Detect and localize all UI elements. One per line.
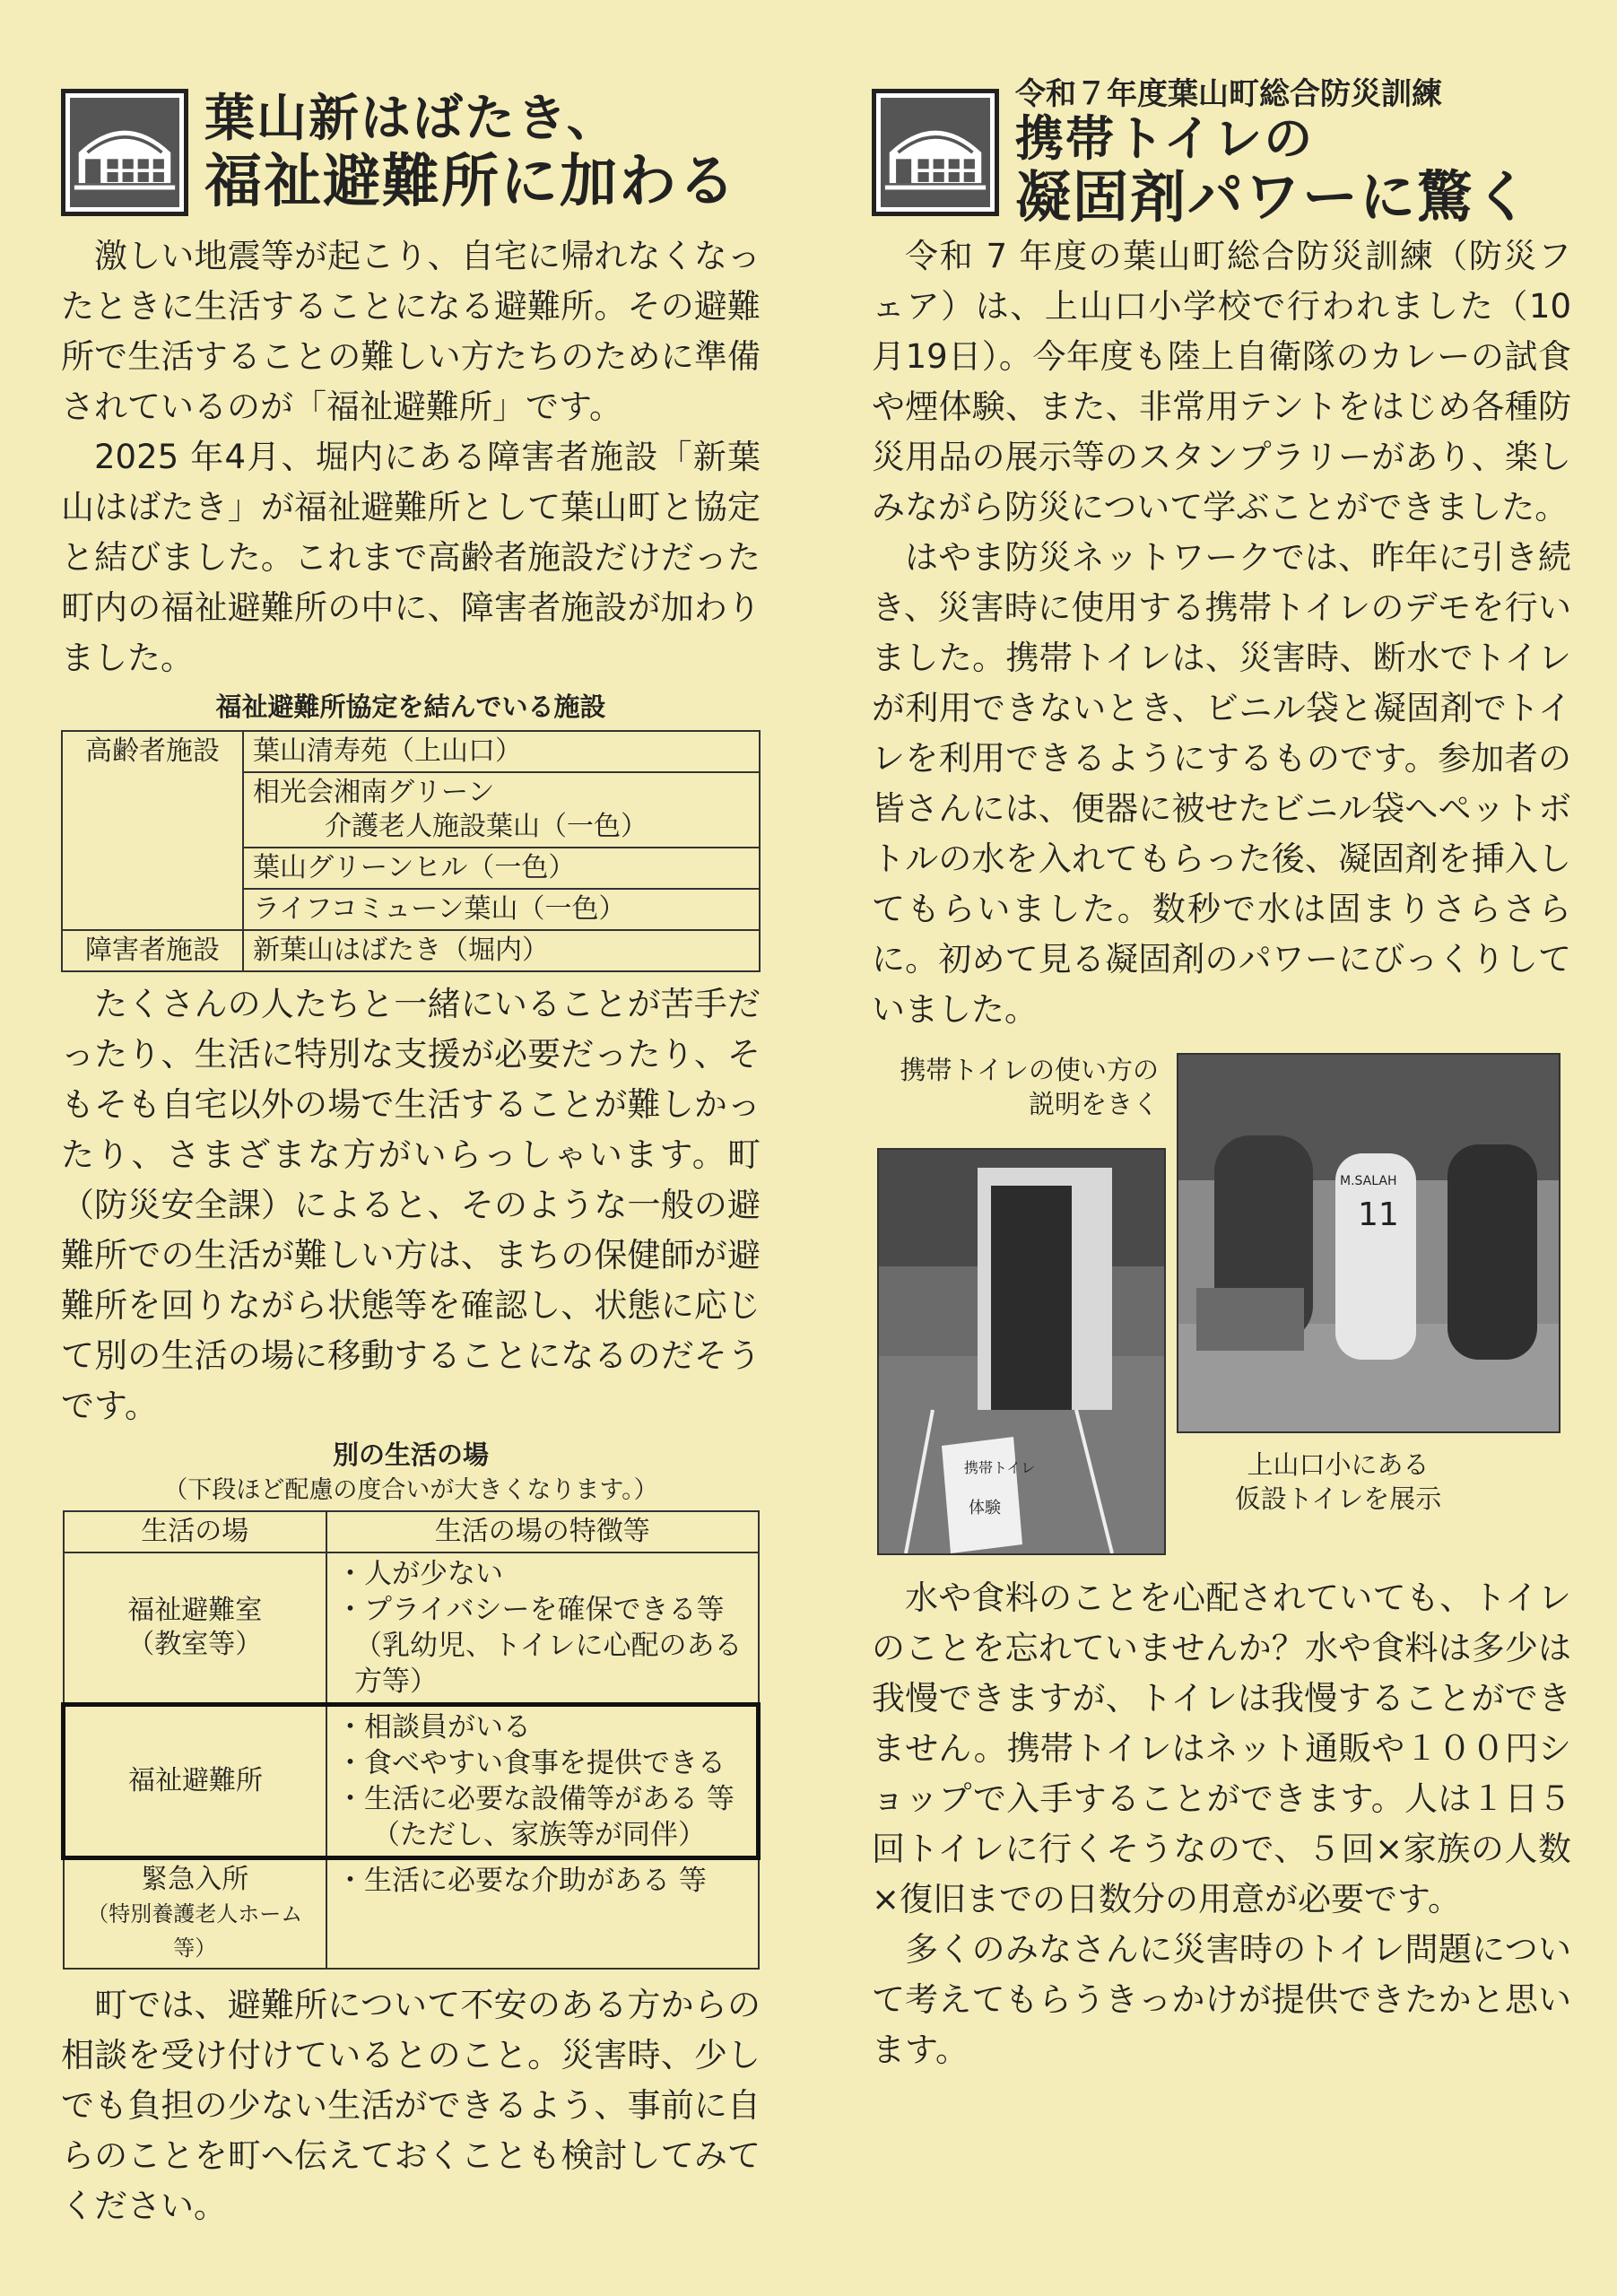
place-cell bbox=[64, 1858, 327, 1970]
left-paragraph-1: 激しい地震等が起こり、自宅に帰れなくなったときに生活することになる避難所。その避難所で生活することの難しい方たちのために準備されているのが「福祉避難所」です。 bbox=[61, 237, 761, 426]
place-sub: （教室等） bbox=[127, 1629, 263, 1660]
feature-item: ・人が少ない bbox=[336, 1558, 503, 1590]
left-header bbox=[61, 81, 761, 224]
left-article bbox=[61, 81, 761, 2231]
shirt-text: M.SALAH bbox=[1340, 1174, 1397, 1188]
left-paragraph-2: 2025 年4月、堀内にある障害者施設「新葉山はばたき」が福祉避難所として葉山町と協定と結びました。これまで高齢者施設だけだった町内の福祉避難所の中に、障害者施設が加わりました。 bbox=[61, 438, 761, 677]
toilet-booth-photo bbox=[877, 1148, 1166, 1555]
facility-item: 新葉山はばたき（堀内） bbox=[243, 930, 760, 971]
feature-item: ・食べやすい食事を提供できる bbox=[336, 1747, 726, 1779]
feature-item: ・生活に必要な設備等がある 等 bbox=[336, 1783, 735, 1815]
left-title-line2: 福祉避難所に加わる bbox=[204, 149, 737, 215]
living-places-caption: 別の生活の場 bbox=[332, 1439, 489, 1470]
feature-item: ・相談員がいる bbox=[336, 1711, 531, 1744]
feature-item: ・生活に必要な介助がある 等 bbox=[336, 1865, 707, 1897]
elderly-category: 高齢者施設 bbox=[62, 731, 243, 930]
right-paragraph-1: 令和 7 年度の葉山町総合防災訓練（防災フェア）は、上山口小学校で行われました（10月19日）。今年度も陸上自衛隊のカレーの試食や煙体験、また、非常用テントをはじめ各種防災用品の展示等のスタンプラリーがあり、楽しみながら防災について学ぶことができました。 bbox=[872, 237, 1571, 526]
feature-cell bbox=[326, 1705, 759, 1858]
sign-text-1: 携帯トイレ bbox=[964, 1459, 1036, 1476]
feature-item: （乳幼児、トイレに心配のある方等） bbox=[354, 1630, 743, 1698]
facility-item: ライフコミューン葉山（一色） bbox=[243, 889, 760, 930]
right-header bbox=[872, 76, 1571, 230]
right-kicker: 令和７年度葉山町総合防災訓練 bbox=[1015, 76, 1442, 112]
feature-item: （ただし、家族等が同伴） bbox=[372, 1819, 706, 1851]
feature-cell bbox=[326, 1552, 759, 1705]
living-places-subcaption: （下段ほど配慮の度合いが大きくなります。） bbox=[163, 1476, 658, 1504]
photo-caption-1-line2: 説明をきく bbox=[1028, 1089, 1159, 1119]
place-name: 福祉避難室 bbox=[127, 1595, 263, 1626]
facilities-table bbox=[61, 730, 761, 972]
place-name: 緊急入所 bbox=[141, 1864, 249, 1895]
left-title-line1: 葉山新はばたき、 bbox=[204, 90, 619, 148]
living-places-table bbox=[61, 1510, 761, 1970]
place-sub: （特別養護老人ホーム等） bbox=[87, 1901, 303, 1961]
facilities-table-caption: 福祉避難所協定を結んでいる施設 bbox=[215, 691, 606, 722]
shirt-number: 11 bbox=[1358, 1196, 1399, 1233]
right-paragraph-4: 多くのみなさんに災害時のトイレ問題について考えてもらうきっかけが提供できたかと思います。 bbox=[872, 1930, 1571, 2069]
feature-item: ・プライバシーを確保できる等 bbox=[336, 1594, 725, 1626]
facility-item bbox=[243, 772, 760, 848]
facility-item: 葉山清寿苑（上山口） bbox=[243, 731, 760, 772]
left-paragraph-4: 町では、避難所について不安のある方からの相談を受け付けているとのこと。災害時、少しでも負担の少ない生活ができるよう、事前に自らのことを町へ伝えておくことも検討してみてください。 bbox=[61, 1986, 761, 2225]
photo-caption-2-line1: 上山口小にある bbox=[1247, 1449, 1430, 1480]
feature-cell bbox=[326, 1858, 759, 1970]
photo-area bbox=[872, 1053, 1571, 1564]
facility-item-line2: 介護老人施設葉山（一色） bbox=[325, 811, 648, 842]
facility-item-line1: 相光会湘南グリーン bbox=[253, 777, 495, 808]
place-cell bbox=[64, 1705, 327, 1858]
photo-caption-1 bbox=[872, 1053, 1159, 1121]
right-title-line2: 凝固剤パワーに驚く bbox=[1015, 164, 1533, 230]
place-name: 福祉避難所 bbox=[128, 1765, 263, 1796]
photo-caption-2-line2: 仮設トイレを展示 bbox=[1234, 1483, 1442, 1514]
place-cell bbox=[64, 1552, 327, 1705]
head-feature: 生活の場の特徴等 bbox=[326, 1511, 759, 1552]
right-paragraph-2: はやま防災ネットワークでは、昨年に引き続き、災害時に使用する携帯トイレのデモを行いました。携帯トイレは、災害時、断水でトイレが利用できないとき、ビニル袋と凝固剤でトイレを利用できるようにするものです。参加者の皆さんには、便器に被せたビニル袋へペットボトルの水を入れてもらった後、凝固剤を挿入してもらいました。数秒で水は固まりさらさらに。初めて見る凝固剤のパワーにびっくりしていました。 bbox=[872, 538, 1571, 1029]
photo-caption-1-line1: 携帯トイレの使い方の bbox=[900, 1055, 1159, 1085]
right-title-line1: 携帯トイレの bbox=[1015, 110, 1315, 167]
left-paragraph-3: たくさんの人たちと一緒にいることが苦手だったり、生活に特別な支援が必要だったり、そもそも自宅以外の場で生活することが難しかったり、さまざまな方がいらっしゃいます。町（防災安全課）によると、そのような一般の避難所での生活が難しい方は、まちの保健師が避難所を回りながら状態等を確認し、状態に応じて別の生活の場に移動することになるのだそうです。 bbox=[61, 985, 761, 1425]
disabled-category: 障害者施設 bbox=[62, 930, 243, 971]
facility-item: 葉山グリーンヒル（一色） bbox=[243, 848, 760, 889]
children-photo bbox=[1177, 1053, 1560, 1433]
right-article bbox=[872, 76, 1571, 2075]
shelter-icon bbox=[61, 89, 188, 216]
sign-text-2: 体験 bbox=[969, 1499, 1001, 1518]
photo-caption-2 bbox=[1230, 1448, 1446, 1516]
right-paragraph-3: 水や食料のことを心配されていても、トイレのことを忘れていませんか？水や食料は多少は我慢できますが、トイレは我慢することができません。携帯トイレはネット通販や１００円ショップで入手することができます。人は１日５回トイレに行くそうなので、５回×家族の人数×復旧までの日数分の用意が必要です。 bbox=[872, 1578, 1571, 1918]
shelter-icon bbox=[872, 89, 999, 216]
head-place: 生活の場 bbox=[64, 1511, 327, 1552]
